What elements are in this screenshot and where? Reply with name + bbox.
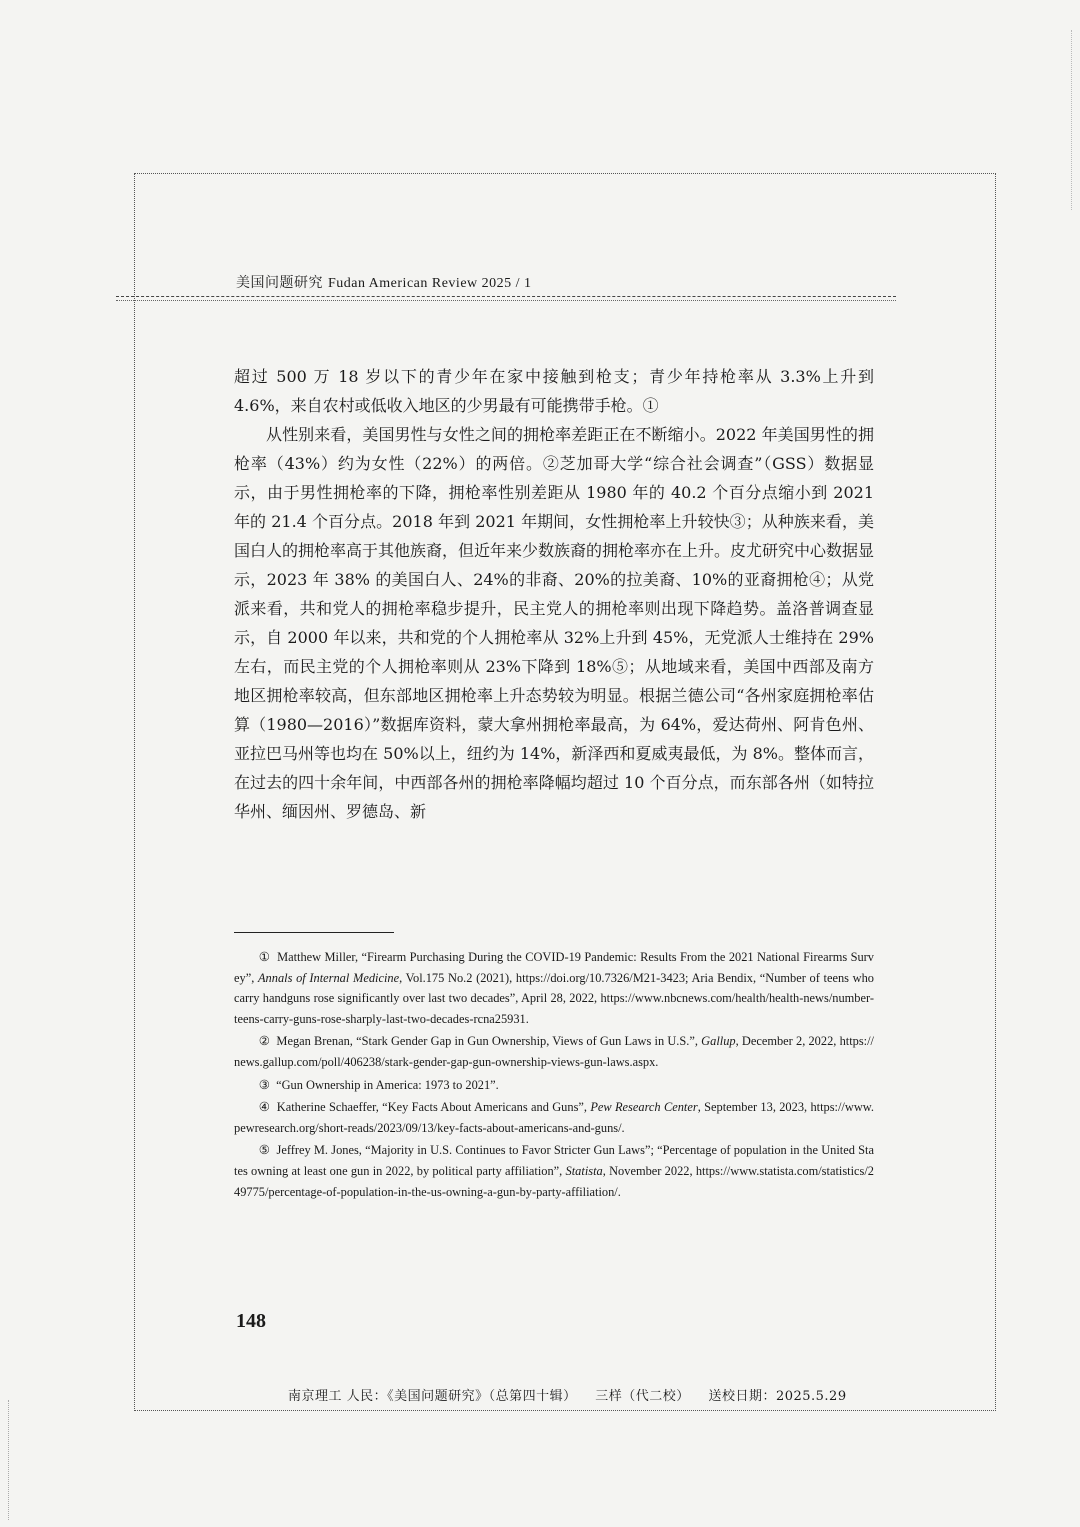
paragraph: 超过 500 万 18 岁以下的青少年在家中接触到枪支；青少年持枪率从 3.3%上升到 4.6%，来自农村或低收入地区的少男最有可能携带手枪。① [234, 367, 874, 415]
paragraph: 从性别来看，美国男性与女性之间的拥枪率差距正在不断缩小。2022 年美国男性的拥枪率（43%）约为女性（22%）的两倍。②芝加哥大学“综合社会调查”（GSS）数据显示，由于男性拥枪率的下降，拥枪率性别差距从 1980 年的 40.2 个百分点缩小到 2021 年的 21.4 个百分点。2018 年到 2021 年期间，女性拥枪率上升较快③；从种族来看，美国白人的拥枪率高于其他族裔，但近年来少数族裔的拥枪率亦在上升。皮尤研究中心数据显示，2023 年 38% 的美国白人、24%的非裔、20%的拉美裔、10%的亚裔拥枪④；从党派来看，共和党人的拥枪率稳步提升，民主党人的拥枪率则出现下降趋势。盖洛普调查显示，自 2000 年以来，共和党的个人拥枪率从 32%上升到 45%，无党派人士维持在 29%左右，而民主党的个人拥枪率则从 23%下降到 18%⑤；从地域来看，美国中西部及南方地区拥枪率较高，但东部地区拥枪率上升态势较为明显。根据兰德公司“各州家庭拥枪率估算（1980—2016）”数据库资料，蒙大拿州拥枪率最高，为 64%，爱达荷州、阿肯色州、亚拉巴马州等也均在 50%以上，纽约为 14%，新泽西和夏威夷最低，为 8%。整体而言，在过去的四十余年间，中西部各州的拥枪率降幅均超过 10 个百分点，而东部各州（如特拉华州、缅因州、罗德岛、新 [234, 425, 875, 821]
proof-footer [288, 1385, 861, 1404]
footnote: ① Matthew Miller, “Firearm Purchasing During the COVID-19 Pandemic: Results From the 2021 National Firearms Survey”, Annals of Internal Medicine, Vol.175 No.2 (2021), https://doi.org/10.7326/M21-3423; Aria Bendix, “Number of teens who carry handguns rose significantly over last two decades”, April 28, 2022, https://www.nbcnews.com/health/health-news/number-teens-carry-guns-rose-sharply-last-two-decades-rcna25931. [234, 950, 875, 1026]
footnotes [234, 947, 874, 1204]
proof-publisher: 南京理工 人民：《美国问题研究》（总第四十辑） [288, 1389, 577, 1404]
footnote-source: Annals of Internal Medicine [257, 970, 400, 985]
edge-mark [8, 1400, 15, 1520]
footnote-separator [234, 932, 394, 933]
footnote: ④ Katherine Schaeffer, “Key Facts About Americans and Guns”, Pew Research Center, September 13, 2023, https://www.pewresearch.org/short-reads/2023/09/13/key-facts-about-americans-and-guns/. [234, 1100, 875, 1135]
footnote: ② Megan Brenan, “Stark Gender Gap in Gun Ownership, Views of Gun Laws in U.S.”, Gallup, December 2, 2022, https://news.gallup.com/poll/406238/stark-gender-gap-gun-ownership-views-gun-laws.aspx. [234, 1034, 874, 1069]
journal-title-en: Fudan American Review 2025 / 1 [327, 276, 532, 291]
footnote: ③ “Gun Ownership in America: 1973 to 2021”. [258, 1077, 499, 1092]
header-rule [116, 296, 896, 301]
footnote-mark: ① [258, 950, 271, 964]
footnote: ⑤ Jeffrey M. Jones, “Majority in U.S. Continues to Favor Stricter Gun Laws”; “Percentage of population in the United States owning at least one gun in 2022, by political party affiliation”, Statista, November 2022, https://www.statista.com/statistics/249775/percentage-of-population-in-the-us-owning-a-gun-by-party-affiliation/. [234, 1143, 874, 1199]
footnote-mark: ② [258, 1034, 271, 1049]
footnote-mark: ④ [258, 1100, 271, 1115]
footnote-mark: ⑤ [258, 1143, 271, 1158]
footnote-mark: ③ [258, 1077, 270, 1092]
edge-mark [1065, 30, 1072, 210]
running-header [236, 272, 532, 292]
journal-title-cn: 美国问题研究 [236, 275, 323, 291]
footnote-source: Gallup [701, 1034, 736, 1049]
body-text [234, 362, 874, 826]
proof-date: 送校日期：2025.5.29 [708, 1389, 847, 1404]
footnote-source: Pew Research Center [590, 1100, 698, 1115]
proof-stage: 三样（代二校） [595, 1389, 690, 1404]
footnote-source: Statista [565, 1163, 603, 1178]
page-number: 148 [236, 1310, 266, 1332]
